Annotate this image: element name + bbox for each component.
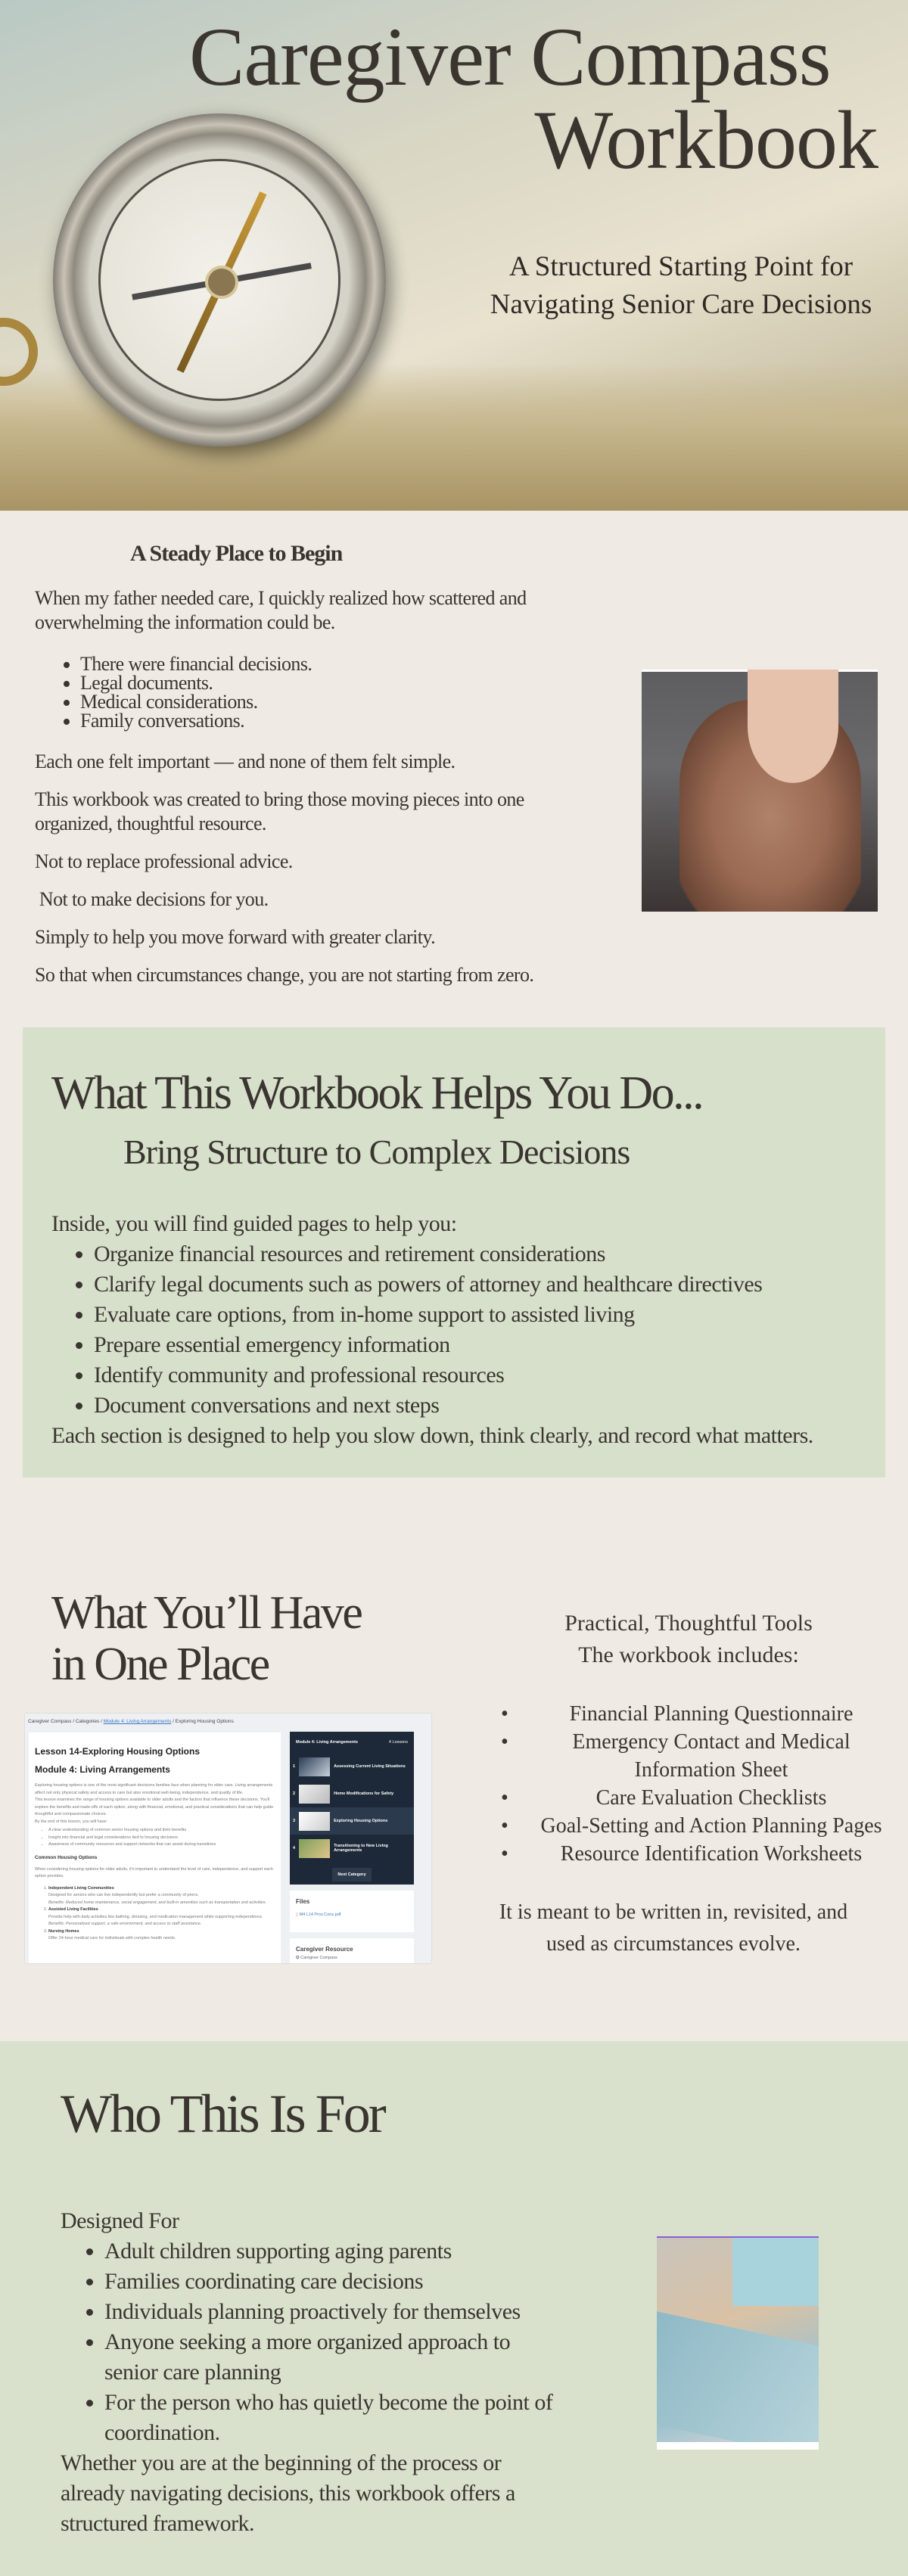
list-item: • Document conversations and next steps — [94, 1391, 876, 1421]
tools-column — [492, 1608, 885, 1960]
files-panel — [290, 1891, 414, 1932]
lesson-paragraph: By the end of this lesson, you will have: — [35, 1819, 107, 1824]
hero-subtitle-line2: Navigating Senior Care Decisions — [490, 289, 872, 320]
list-item: • Legal documents. — [80, 673, 580, 692]
intro-paragraph: Not to replace professional advice. — [35, 850, 293, 872]
list-item: • Resource Identification Worksheets — [501, 1842, 863, 1866]
compass-logo-icon: ✪ — [296, 1956, 301, 1960]
list-item: 2. Assisted Living Facilities Provide help with daily activities like bathing, dressing, and medication management while supporting independence. Benefits: Personalized support, a safe environment, and access to staff assistance. — [48, 1906, 275, 1928]
pdf-icon: ▯ — [296, 1913, 300, 1917]
hero-banner — [0, 0, 908, 511]
helps-subheading: Bring Structure to Complex Decisions — [123, 1133, 630, 1171]
compass-image — [53, 113, 386, 446]
lesson-count: 4 Lessons — [388, 1740, 408, 1745]
hero-subtitle-line1: A Structured Starting Point for — [508, 251, 854, 282]
helps-lead: Inside, you will find guided pages to help you: — [51, 1211, 457, 1236]
hero-title-line2: Workbook — [534, 94, 878, 186]
list-item: • Evaluate care options, from in-home support to assisted living — [94, 1300, 876, 1330]
lesson-paragraph: When considering housing options for older adults, it's important to understand the level of care, independence, and support each option provides. — [35, 1866, 273, 1878]
hero-subtitle — [484, 248, 878, 324]
list-item: • Identify community and professional resources — [94, 1360, 876, 1391]
resource-heading: Caregiver Resource — [296, 1946, 353, 1953]
sidebar-lesson-active[interactable]: 3 Exploring Housing Options — [290, 1807, 414, 1835]
list-item: • There were financial decisions. — [80, 654, 580, 673]
tools-closing: It is meant to be written in, revisited, and used as circumstances evolve. — [499, 1900, 848, 1956]
list-item: • Emergency Contact and Medical Information Sheet — [501, 1730, 850, 1782]
who-closing: Whether you are at the beginning of the process or already navigating decisions, this workbook offers a structured framework. — [61, 2450, 515, 2536]
helps-heading: What This Workbook Helps You Do... — [51, 1067, 703, 1119]
sidebar-lesson[interactable]: 2 Home Modifications for Safety — [290, 1780, 414, 1807]
list-item: 1. Independent Living Communities Designed for seniors who can live independently but prefer a community of peers. Benefits: Reduced home maintenance, social engagement, and built-in amenities such as transportation and activities. — [48, 1885, 275, 1907]
list-item: • Individuals planning proactively for themselves — [104, 2297, 560, 2327]
hero-title-line1: Caregiver Compass — [189, 11, 831, 103]
file-folder-photo — [657, 2236, 819, 2450]
lesson-thumbnail — [299, 1757, 330, 1776]
list-item: • Clarify legal documents such as powers of attorney and healthcare directives — [94, 1269, 876, 1300]
hands-holding-photo — [642, 670, 878, 912]
intro-body — [35, 586, 580, 987]
list-item: 3. Nursing Homes Offer 24-hour medical care for individuals with complex health needs. — [48, 1928, 275, 1943]
list-item: • Family conversations. — [80, 711, 580, 730]
list-item: • Awareness of community resources and support networks that can assist during transitions — [48, 1841, 275, 1849]
intro-paragraph: Simply to help you move forward with greater clarity. — [35, 926, 435, 948]
have-heading-line1: What You’ll Have — [51, 1587, 362, 1639]
who-section — [0, 2041, 908, 2576]
list-item: • Financial Planning Questionnaire — [501, 1702, 854, 1726]
intro-heading: A Steady Place to Begin — [130, 541, 343, 566]
helps-closing: Each section is designed to help you slow down, think clearly, and record what matters. — [51, 1423, 813, 1448]
resource-name: ✪ Caregiver Compass — [296, 1956, 337, 1960]
lesson-paragraph: Exploring housing options is one of the most significant decisions families face when planning for elder care. Living arrangements affect not only physical safety and access to care but also emotional well-being, independence, and quality of life. — [35, 1783, 273, 1795]
helps-body — [51, 1209, 876, 1451]
lesson-thumbnail — [299, 1785, 330, 1804]
have-heading-line2: in One Place — [51, 1639, 269, 1690]
sidebar-lesson[interactable]: 1 Assessing Current Living Situations — [290, 1753, 414, 1780]
next-category-button[interactable]: Next Category — [332, 1868, 372, 1882]
lesson-paragraph: This lesson examines the range of housing options available to older adults and the factors that influence these decisions. You'll explore the benefits and trade-offs of each option, along with financial, emotional, and practical considerations that can help guide thoughtful and compassionate choices. — [35, 1798, 274, 1816]
section-heading: Common Housing Options — [35, 1854, 98, 1860]
intro-opening: When my father needed care, I quickly realized how scattered and overwhelming the information could be. — [35, 587, 527, 633]
list-item: • Anyone seeking a more organized approach to senior care planning — [104, 2327, 560, 2388]
lesson-thumbnail — [299, 1839, 330, 1858]
breadcrumb-link[interactable]: Module 4: Living Arrangements — [103, 1719, 172, 1724]
intro-paragraph: This workbook was created to bring those moving pieces into one organized, thoughtful resource. — [35, 788, 524, 834]
list-item: • For the person who has quietly become the point of coordination. — [104, 2388, 560, 2448]
list-item: • Goal-Setting and Action Planning Pages — [501, 1814, 882, 1838]
who-body — [61, 2206, 605, 2539]
helps-bullets — [51, 1239, 876, 1421]
lesson-sidebar — [290, 1732, 414, 1885]
list-item: • Organize financial resources and retirement considerations — [94, 1239, 876, 1269]
helps-section — [23, 1027, 885, 1478]
lesson-title: Lesson 14-Exploring Housing Options — [35, 1746, 201, 1757]
list-item: • Adult children supporting aging parents — [104, 2236, 560, 2267]
list-item: • Insight into financial and legal considerations tied to housing decisions — [48, 1835, 275, 1842]
tools-lead: The workbook includes: — [578, 1642, 799, 1667]
lesson-thumbnail — [299, 1812, 330, 1831]
intro-bullets — [35, 654, 580, 730]
course-screenshot — [25, 1714, 431, 1963]
file-link[interactable]: ▯ M4 L14 Pros Cons.pdf — [296, 1913, 341, 1917]
files-heading: Files — [296, 1898, 310, 1905]
intro-paragraph: Not to make decisions for you. — [35, 888, 269, 910]
intro-section — [0, 511, 908, 1027]
list-item: • Medical considerations. — [80, 692, 580, 711]
who-heading: Who This Is For — [61, 2083, 384, 2144]
tools-title: Practical, Thoughtful Tools — [564, 1611, 813, 1636]
list-item: • Families coordinating care decisions — [104, 2267, 560, 2297]
list-item: • A clear understanding of common senior housing options and their benefits — [48, 1827, 275, 1835]
intro-paragraph: So that when circumstances change, you are not starting from zero. — [35, 964, 534, 986]
who-bullets — [61, 2236, 560, 2448]
intro-paragraph: Each one felt important — and none of them felt simple. — [35, 750, 456, 772]
list-item: • Prepare essential emergency information — [94, 1330, 876, 1360]
sidebar-lesson[interactable]: 4 Transitioning to New Living Arrangements — [290, 1835, 414, 1862]
have-heading — [51, 1587, 361, 1690]
tools-list — [492, 1700, 885, 1868]
list-item: • Care Evaluation Checklists — [501, 1786, 827, 1810]
module-title: Module 4: Living Arrangements — [35, 1764, 170, 1775]
sidebar-title: Module 4: Living Arrangements — [296, 1740, 359, 1745]
lesson-content — [29, 1732, 281, 1963]
who-lead: Designed For — [61, 2208, 179, 2233]
breadcrumb: Caregiver Compass / Categories / Module 4: Living Arrangements / Exploring Housing Options — [28, 1719, 234, 1724]
resource-panel — [290, 1938, 414, 1963]
